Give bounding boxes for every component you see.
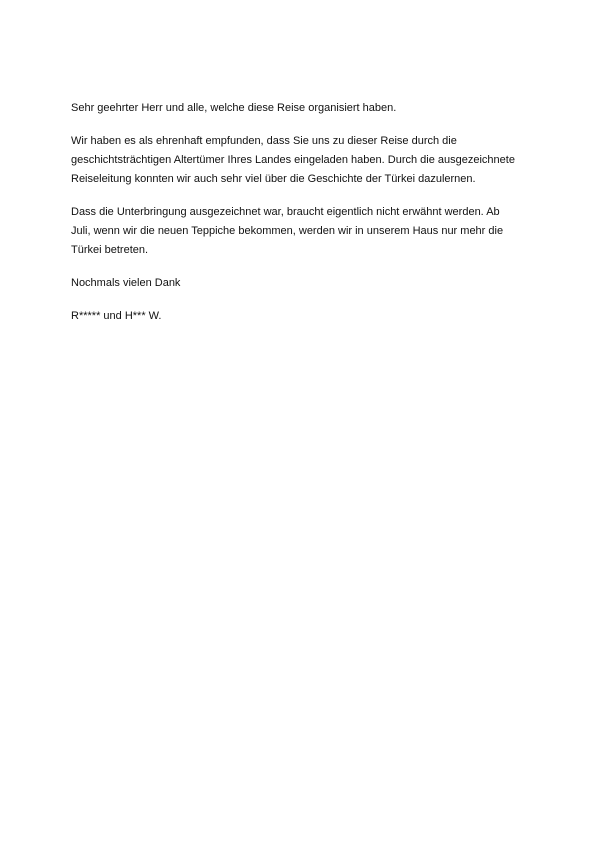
paragraph-2-line-1: Dass die Unterbringung ausgezeichnet war, braucht eigentlich nicht erwähnt werden. Ab [71, 206, 500, 218]
letter-body [71, 99, 531, 340]
closing: Nochmals vielen Dank [71, 277, 181, 289]
paragraph-1 [71, 132, 531, 189]
paragraph-1-line-1: Wir haben es als ehrenhaft empfunden, dass Sie uns zu dieser Reise durch die [71, 135, 457, 147]
paragraph-1-line-3: Reiseleitung konnten wir auch sehr viel über die Geschichte der Türkei dazulernen. [71, 173, 476, 185]
paragraph-1-line-2: geschichtsträchtigen Altertümer Ihres Landes eingeladen haben. Durch die ausgezeichnete [71, 154, 515, 166]
paragraph-2 [71, 203, 531, 260]
paragraph-2-line-3: Türkei betreten. [71, 244, 149, 256]
signature: R***** und H*** W. [71, 310, 162, 322]
paragraph-2-line-2: Juli, wenn wir die neuen Teppiche bekommen, werden wir in unserem Haus nur mehr die [71, 225, 504, 237]
salutation: Sehr geehrter Herr und alle, welche diese Reise organisiert haben. [71, 102, 397, 114]
